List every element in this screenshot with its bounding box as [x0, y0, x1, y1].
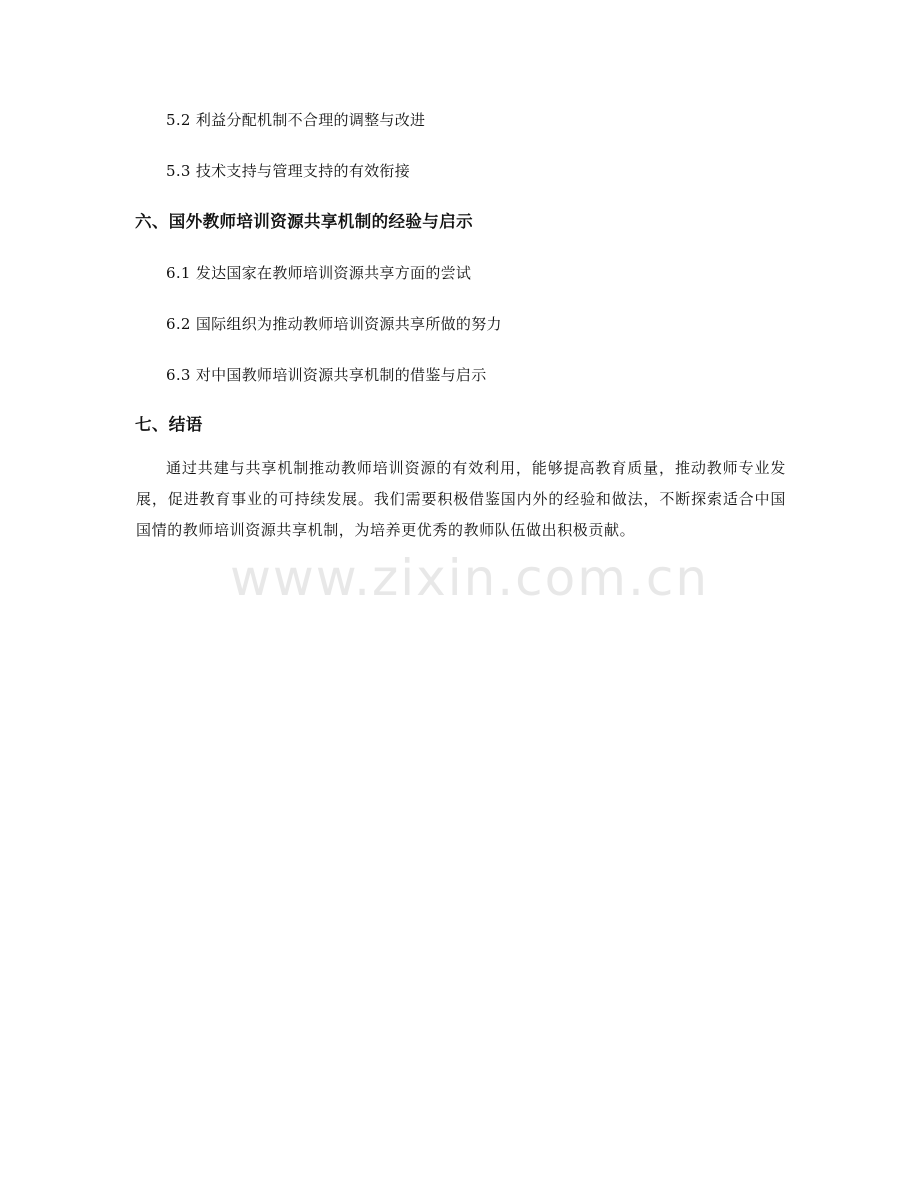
conclusion-paragraph: 通过共建与共享机制推动教师培训资源的有效利用，能够提高教育质量，推动教师专业发展，促进教育事业的可持续发展。我们需要积极借鉴国内外的经验和做法，不断探索适合中国国情的教师培训资源共享机制，为培养更优秀的教师队伍做出积极贡献。	[136, 459, 786, 539]
toc-item-6-3: 6.3 对中国教师培训资源共享机制的借鉴与启示	[166, 366, 487, 384]
toc-item-6-1: 6.1 发达国家在教师培训资源共享方面的尝试	[166, 264, 472, 282]
toc-item-6-2: 6.2 国际组织为推动教师培训资源共享所做的努力	[166, 315, 502, 333]
section-6-heading: 六、国外教师培训资源共享机制的经验与启示	[135, 212, 473, 231]
toc-item-5-2: 5.2 利益分配机制不合理的调整与改进	[166, 111, 426, 129]
watermark: www.zixin.com.cn	[230, 549, 710, 607]
section-7-heading: 七、结语	[135, 415, 203, 434]
toc-item-5-3: 5.3 技术支持与管理支持的有效衔接	[166, 162, 411, 180]
